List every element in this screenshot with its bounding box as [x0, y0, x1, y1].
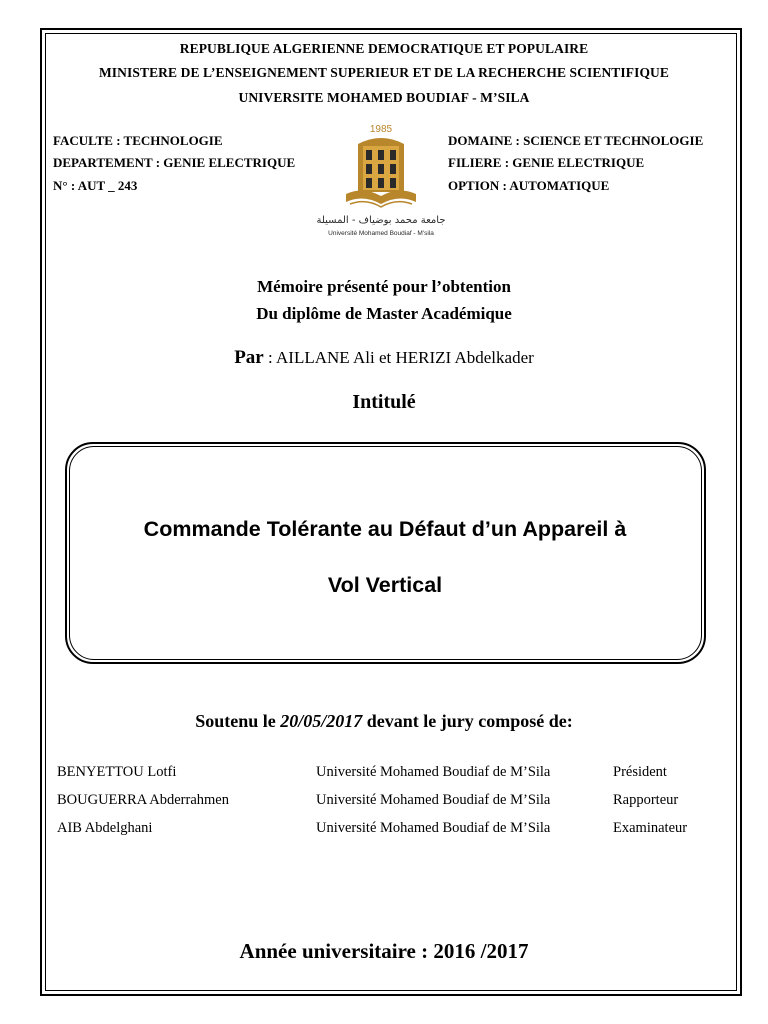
field-label: FILIERE : GENIE ELECTRIQUE	[448, 155, 645, 170]
jury-name: AIB Abdelghani	[57, 820, 153, 836]
authors-label: Par	[234, 347, 264, 368]
jury-university: Université Mohamed Boudiaf de M’Sila	[316, 764, 551, 780]
jury-name: BOUGUERRA Abderrahmen	[57, 792, 229, 808]
jury-name: BENYETTOU Lotfi	[57, 764, 177, 780]
faculty-label: FACULTE : TECHNOLOGIE	[53, 133, 223, 148]
title-frame-inner	[69, 446, 702, 660]
memoire-line-2: Du diplôme de Master Académique	[256, 304, 512, 323]
defense-suffix: devant le jury composé de:	[362, 711, 573, 731]
reference-number: N° : AUT _ 243	[53, 178, 138, 193]
university-logo	[306, 122, 456, 242]
defense-prefix: Soutenu le	[195, 711, 281, 731]
university-logo-graphic	[306, 122, 456, 242]
thesis-title-line-2: Vol Vertical	[327, 573, 443, 597]
authors-names: : AILLANE Ali et HERIZI Abdelkader	[263, 348, 534, 367]
logo-latin-name: Université Mohamed Boudiaf - M'sila	[328, 230, 434, 237]
logo-arabic-name: جامعة محمد بوضياف - المسيلة	[316, 215, 446, 226]
academic-year: Année universitaire : 2016 /2017	[239, 939, 529, 963]
header-ministry: MINISTERE DE L’ENSEIGNEMENT SUPERIEUR ET DE LA RECHERCHE SCIENTIFIQUE	[98, 65, 670, 80]
intitule-heading: Intitulé	[352, 391, 416, 413]
jury-role: Examinateur	[613, 820, 688, 836]
header-republic: REPUBLIQUE ALGERIENNE DEMOCRATIQUE ET POPULAIRE	[179, 41, 589, 56]
jury-role: Président	[613, 764, 667, 780]
jury-role: Rapporteur	[613, 792, 679, 808]
logo-year: 1985	[369, 124, 393, 135]
defense-line	[0, 711, 768, 732]
jury-university: Université Mohamed Boudiaf de M’Sila	[316, 792, 551, 808]
memoire-line-1: Mémoire présenté pour l’obtention	[257, 277, 511, 296]
header-university: UNIVERSITE MOHAMED BOUDIAF - M’SILA	[238, 90, 530, 105]
domain-label: DOMAINE : SCIENCE ET TECHNOLOGIE	[448, 133, 704, 148]
defense-date: 20/05/2017	[280, 711, 363, 731]
authors-line	[0, 347, 768, 369]
jury-university: Université Mohamed Boudiaf de M’Sila	[316, 820, 551, 836]
option-label: OPTION : AUTOMATIQUE	[448, 178, 610, 193]
thesis-title-line-1: Commande Tolérante au Défaut d’un Appareil à	[143, 517, 627, 541]
department-label: DEPARTEMENT : GENIE ELECTRIQUE	[53, 155, 296, 170]
